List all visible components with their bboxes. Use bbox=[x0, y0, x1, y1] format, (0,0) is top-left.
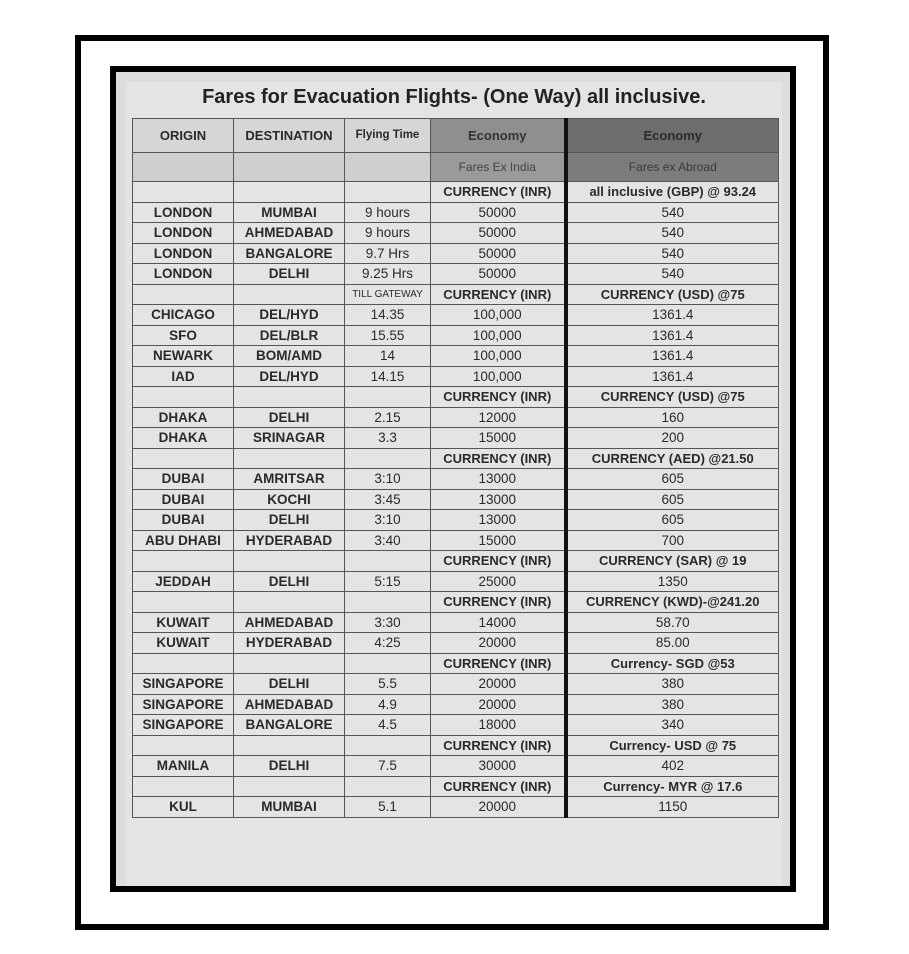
fare-foreign-cell: 540 bbox=[566, 223, 779, 244]
fare-row bbox=[133, 428, 779, 449]
destination-cell: SRINAGAR bbox=[234, 428, 345, 449]
origin-cell bbox=[133, 448, 234, 469]
fare-row bbox=[133, 797, 779, 818]
photo-frame bbox=[110, 66, 796, 892]
fare-inr-cell: 100,000 bbox=[431, 305, 566, 326]
header-economy-abroad: Economy bbox=[566, 119, 779, 153]
fare-inr-cell: 15000 bbox=[431, 530, 566, 551]
flying-time-cell: 9 hours bbox=[345, 223, 431, 244]
currency-row bbox=[133, 284, 779, 305]
origin-cell: KUWAIT bbox=[133, 612, 234, 633]
flying-time-cell: 7.5 bbox=[345, 756, 431, 777]
inr-currency-label: CURRENCY (INR) bbox=[431, 551, 566, 572]
destination-cell: AHMEDABAD bbox=[234, 612, 345, 633]
destination-cell bbox=[234, 387, 345, 408]
flying-time-cell: 3.3 bbox=[345, 428, 431, 449]
currency-row bbox=[133, 592, 779, 613]
inr-currency-label: CURRENCY (INR) bbox=[431, 592, 566, 613]
fare-foreign-cell: 605 bbox=[566, 469, 779, 490]
destination-cell bbox=[234, 284, 345, 305]
origin-cell: SINGAPORE bbox=[133, 694, 234, 715]
flying-time-cell: 4.9 bbox=[345, 694, 431, 715]
fare-row bbox=[133, 264, 779, 285]
fare-inr-cell: 25000 bbox=[431, 571, 566, 592]
origin-cell: DHAKA bbox=[133, 407, 234, 428]
fare-inr-cell: 100,000 bbox=[431, 325, 566, 346]
origin-cell: LONDON bbox=[133, 202, 234, 223]
destination-cell bbox=[234, 551, 345, 572]
origin-cell: CHICAGO bbox=[133, 305, 234, 326]
fare-inr-cell: 20000 bbox=[431, 633, 566, 654]
foreign-currency-label: CURRENCY (SAR) @ 19 bbox=[566, 551, 779, 572]
flying-time-cell: 3:45 bbox=[345, 489, 431, 510]
origin-cell: MANILA bbox=[133, 756, 234, 777]
destination-cell: DEL/HYD bbox=[234, 305, 345, 326]
flying-time-cell: TILL GATEWAY bbox=[345, 284, 431, 305]
flying-time-cell bbox=[345, 182, 431, 203]
fare-inr-cell: 30000 bbox=[431, 756, 566, 777]
inr-currency-label: CURRENCY (INR) bbox=[431, 653, 566, 674]
fare-inr-cell: 12000 bbox=[431, 407, 566, 428]
destination-cell bbox=[234, 592, 345, 613]
page-title: Fares for Evacuation Flights- (One Way) all inclusive. bbox=[202, 86, 706, 108]
fare-foreign-cell: 1361.4 bbox=[566, 366, 779, 387]
subheader-blank bbox=[234, 153, 345, 182]
flying-time-cell: 5.1 bbox=[345, 797, 431, 818]
destination-cell bbox=[234, 653, 345, 674]
fare-inr-cell: 13000 bbox=[431, 510, 566, 531]
foreign-currency-label: CURRENCY (AED) @21.50 bbox=[566, 448, 779, 469]
fare-foreign-cell: 1361.4 bbox=[566, 325, 779, 346]
fare-inr-cell: 20000 bbox=[431, 694, 566, 715]
flying-time-cell: 4.5 bbox=[345, 715, 431, 736]
flying-time-cell: 15.55 bbox=[345, 325, 431, 346]
subheader-blank bbox=[345, 153, 431, 182]
fare-inr-cell: 14000 bbox=[431, 612, 566, 633]
destination-cell: AMRITSAR bbox=[234, 469, 345, 490]
fare-row bbox=[133, 530, 779, 551]
fare-inr-cell: 18000 bbox=[431, 715, 566, 736]
flying-time-cell bbox=[345, 653, 431, 674]
destination-cell: DELHI bbox=[234, 756, 345, 777]
fare-inr-cell: 100,000 bbox=[431, 346, 566, 367]
currency-row bbox=[133, 551, 779, 572]
origin-cell: JEDDAH bbox=[133, 571, 234, 592]
fare-inr-cell: 15000 bbox=[431, 428, 566, 449]
inr-currency-label: CURRENCY (INR) bbox=[431, 284, 566, 305]
flying-time-cell: 9 hours bbox=[345, 202, 431, 223]
foreign-currency-label: CURRENCY (USD) @75 bbox=[566, 387, 779, 408]
foreign-currency-label: CURRENCY (KWD)-@241.20 bbox=[566, 592, 779, 613]
destination-cell: DELHI bbox=[234, 510, 345, 531]
destination-cell: BANGALORE bbox=[234, 715, 345, 736]
subheader-fares-ex-abroad: Fares ex Abroad bbox=[566, 153, 779, 182]
inr-currency-label: CURRENCY (INR) bbox=[431, 387, 566, 408]
destination-cell: MUMBAI bbox=[234, 202, 345, 223]
fare-foreign-cell: 540 bbox=[566, 264, 779, 285]
fare-foreign-cell: 540 bbox=[566, 202, 779, 223]
fare-inr-cell: 50000 bbox=[431, 202, 566, 223]
origin-cell: SINGAPORE bbox=[133, 674, 234, 695]
fare-row bbox=[133, 469, 779, 490]
fare-row bbox=[133, 715, 779, 736]
destination-cell: KOCHI bbox=[234, 489, 345, 510]
fare-inr-cell: 50000 bbox=[431, 264, 566, 285]
origin-cell: LONDON bbox=[133, 223, 234, 244]
subheader-blank bbox=[133, 153, 234, 182]
fare-foreign-cell: 1150 bbox=[566, 797, 779, 818]
fare-row bbox=[133, 756, 779, 777]
fare-row bbox=[133, 346, 779, 367]
fare-foreign-cell: 58.70 bbox=[566, 612, 779, 633]
fare-foreign-cell: 1361.4 bbox=[566, 346, 779, 367]
destination-cell bbox=[234, 776, 345, 797]
origin-cell: SFO bbox=[133, 325, 234, 346]
fare-inr-cell: 20000 bbox=[431, 797, 566, 818]
fare-row bbox=[133, 202, 779, 223]
destination-cell: BOM/AMD bbox=[234, 346, 345, 367]
fare-row bbox=[133, 223, 779, 244]
flying-time-cell: 3:40 bbox=[345, 530, 431, 551]
fare-foreign-cell: 200 bbox=[566, 428, 779, 449]
foreign-currency-label: CURRENCY (USD) @75 bbox=[566, 284, 779, 305]
destination-cell bbox=[234, 448, 345, 469]
subheader-row bbox=[133, 153, 779, 182]
subheader-fares-ex-india: Fares Ex India bbox=[431, 153, 566, 182]
origin-cell bbox=[133, 653, 234, 674]
destination-cell: DEL/HYD bbox=[234, 366, 345, 387]
fare-row bbox=[133, 674, 779, 695]
destination-cell: DELHI bbox=[234, 674, 345, 695]
origin-cell: KUL bbox=[133, 797, 234, 818]
currency-row bbox=[133, 387, 779, 408]
flying-time-cell: 4:25 bbox=[345, 633, 431, 654]
header-destination: DESTINATION bbox=[234, 119, 345, 153]
destination-cell: HYDERABAD bbox=[234, 633, 345, 654]
flying-time-cell: 3:30 bbox=[345, 612, 431, 633]
fare-foreign-cell: 402 bbox=[566, 756, 779, 777]
flying-time-cell bbox=[345, 776, 431, 797]
origin-cell bbox=[133, 592, 234, 613]
fare-row bbox=[133, 571, 779, 592]
origin-cell bbox=[133, 387, 234, 408]
destination-cell: DELHI bbox=[234, 571, 345, 592]
origin-cell bbox=[133, 776, 234, 797]
flying-time-cell bbox=[345, 448, 431, 469]
currency-row bbox=[133, 653, 779, 674]
foreign-currency-label: Currency- MYR @ 17.6 bbox=[566, 776, 779, 797]
inr-currency-label: CURRENCY (INR) bbox=[431, 735, 566, 756]
flying-time-cell bbox=[345, 551, 431, 572]
destination-cell: DELHI bbox=[234, 407, 345, 428]
fare-foreign-cell: 1361.4 bbox=[566, 305, 779, 326]
fare-foreign-cell: 700 bbox=[566, 530, 779, 551]
inr-currency-label: CURRENCY (INR) bbox=[431, 182, 566, 203]
origin-cell: ABU DHABI bbox=[133, 530, 234, 551]
flying-time-cell: 14.35 bbox=[345, 305, 431, 326]
flying-time-cell: 5:15 bbox=[345, 571, 431, 592]
fare-row bbox=[133, 305, 779, 326]
fare-inr-cell: 50000 bbox=[431, 243, 566, 264]
fare-row bbox=[133, 612, 779, 633]
destination-cell: AHMEDABAD bbox=[234, 694, 345, 715]
fare-foreign-cell: 380 bbox=[566, 674, 779, 695]
origin-cell: DHAKA bbox=[133, 428, 234, 449]
fare-row bbox=[133, 243, 779, 264]
currency-row bbox=[133, 776, 779, 797]
origin-cell: DUBAI bbox=[133, 469, 234, 490]
fare-row bbox=[133, 694, 779, 715]
flying-time-cell: 9.25 Hrs bbox=[345, 264, 431, 285]
fare-inr-cell: 13000 bbox=[431, 489, 566, 510]
fares-table bbox=[132, 118, 779, 818]
flying-time-cell: 2.15 bbox=[345, 407, 431, 428]
header-origin: ORIGIN bbox=[133, 119, 234, 153]
destination-cell: HYDERABAD bbox=[234, 530, 345, 551]
destination-cell: MUMBAI bbox=[234, 797, 345, 818]
fare-inr-cell: 13000 bbox=[431, 469, 566, 490]
destination-cell bbox=[234, 182, 345, 203]
origin-cell: KUWAIT bbox=[133, 633, 234, 654]
origin-cell bbox=[133, 182, 234, 203]
flying-time-cell: 9.7 Hrs bbox=[345, 243, 431, 264]
fare-foreign-cell: 160 bbox=[566, 407, 779, 428]
fare-inr-cell: 20000 bbox=[431, 674, 566, 695]
destination-cell bbox=[234, 735, 345, 756]
header-flying-time: Flying Time bbox=[345, 119, 431, 153]
currency-row bbox=[133, 448, 779, 469]
header-row bbox=[133, 119, 779, 153]
origin-cell bbox=[133, 551, 234, 572]
foreign-currency-label: Currency- SGD @53 bbox=[566, 653, 779, 674]
fare-inr-cell: 100,000 bbox=[431, 366, 566, 387]
origin-cell: SINGAPORE bbox=[133, 715, 234, 736]
flying-time-cell bbox=[345, 387, 431, 408]
foreign-currency-label: all inclusive (GBP) @ 93.24 bbox=[566, 182, 779, 203]
fare-sheet bbox=[126, 82, 782, 888]
fare-inr-cell: 50000 bbox=[431, 223, 566, 244]
destination-cell: DELHI bbox=[234, 264, 345, 285]
destination-cell: AHMEDABAD bbox=[234, 223, 345, 244]
fare-foreign-cell: 85.00 bbox=[566, 633, 779, 654]
fare-row bbox=[133, 407, 779, 428]
fare-row bbox=[133, 633, 779, 654]
fare-row bbox=[133, 325, 779, 346]
flying-time-cell bbox=[345, 592, 431, 613]
fare-foreign-cell: 605 bbox=[566, 489, 779, 510]
fare-row bbox=[133, 366, 779, 387]
origin-cell: LONDON bbox=[133, 264, 234, 285]
origin-cell: IAD bbox=[133, 366, 234, 387]
flying-time-cell: 3:10 bbox=[345, 510, 431, 531]
origin-cell: DUBAI bbox=[133, 489, 234, 510]
flying-time-cell bbox=[345, 735, 431, 756]
flying-time-cell: 5.5 bbox=[345, 674, 431, 695]
origin-cell: LONDON bbox=[133, 243, 234, 264]
origin-cell bbox=[133, 735, 234, 756]
flying-time-cell: 14 bbox=[345, 346, 431, 367]
fare-foreign-cell: 380 bbox=[566, 694, 779, 715]
inr-currency-label: CURRENCY (INR) bbox=[431, 776, 566, 797]
origin-cell: DUBAI bbox=[133, 510, 234, 531]
flying-time-cell: 14.15 bbox=[345, 366, 431, 387]
currency-row bbox=[133, 735, 779, 756]
origin-cell bbox=[133, 284, 234, 305]
destination-cell: BANGALORE bbox=[234, 243, 345, 264]
fare-row bbox=[133, 489, 779, 510]
flying-time-cell: 3:10 bbox=[345, 469, 431, 490]
fare-row bbox=[133, 510, 779, 531]
header-economy-india: Economy bbox=[431, 119, 566, 153]
fare-foreign-cell: 340 bbox=[566, 715, 779, 736]
fare-foreign-cell: 540 bbox=[566, 243, 779, 264]
inr-currency-label: CURRENCY (INR) bbox=[431, 448, 566, 469]
fare-foreign-cell: 605 bbox=[566, 510, 779, 531]
fare-foreign-cell: 1350 bbox=[566, 571, 779, 592]
origin-cell: NEWARK bbox=[133, 346, 234, 367]
destination-cell: DEL/BLR bbox=[234, 325, 345, 346]
currency-row bbox=[133, 182, 779, 203]
foreign-currency-label: Currency- USD @ 75 bbox=[566, 735, 779, 756]
